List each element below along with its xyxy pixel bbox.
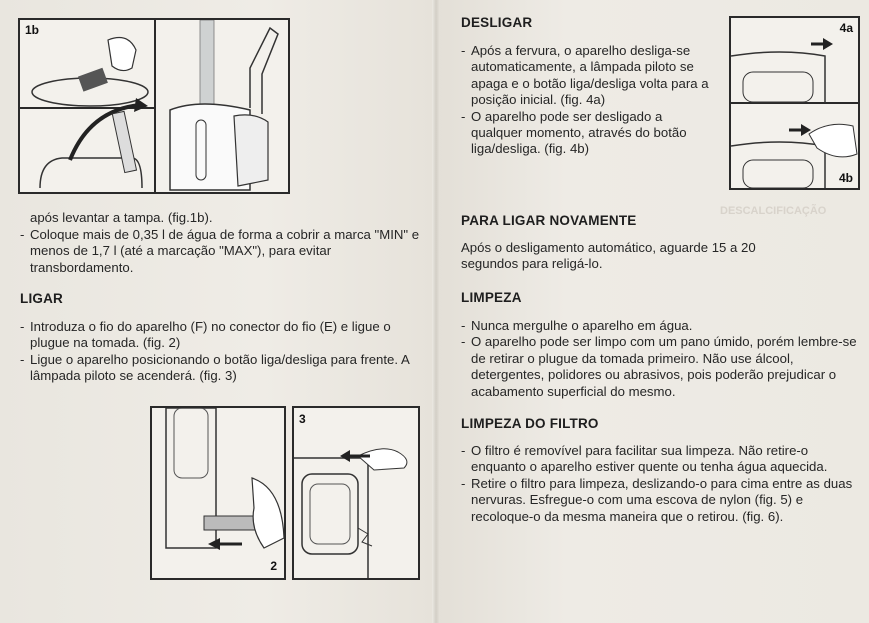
- plug-connector-illustration: [152, 408, 284, 578]
- desligar-item-1: Após a fervura, o aparelho desliga-se automaticamente, a lâmpada piloto se apaga e o botão liga/desliga volta para a posição inicial. (fig. 4a): [471, 43, 709, 108]
- kettle-lid-illustration: [20, 20, 288, 192]
- figure-1b-label: 1b: [25, 23, 40, 37]
- switch-off-illustration: [731, 18, 858, 188]
- intro-bullet: - Coloque mais de 0,35 l de água de forma a cobrir a marca "MIN" e menos de 1,7 l (até a marcação "MAX"), para evitar transbordamento.: [20, 227, 420, 275]
- figure-2: [150, 406, 286, 580]
- list-item: - Após a fervura, o aparelho desliga-se automaticamente, a lâmpada piloto se apaga e o botão liga/desliga volta para a posição inicial. (fig. 4a): [461, 43, 709, 108]
- limpeza-heading: LIMPEZA: [461, 290, 522, 305]
- figure-2-label: 2: [270, 559, 277, 573]
- page-fold: [432, 0, 440, 623]
- ligar-heading: LIGAR: [20, 291, 63, 306]
- intro-continued-text: após levantar a tampa. (fig.1b).: [30, 210, 213, 225]
- figure-1b: [18, 18, 290, 194]
- list-item: - O aparelho pode ser limpo com um pano úmido, porém lembre-se de retirar o plugue da tomada primeiro. Não use álcool, detergentes, polidores ou abrasivos, pois poderão prejudicar o acabamento superficial do mesmo.: [461, 334, 857, 399]
- limpeza-item-2: O aparelho pode ser limpo com um pano úmido, porém lembre-se de retirar o plugue da tomada primeiro. Não use álcool, detergentes, polidores ou abrasivos, pois poderão prejudicar o acabamento superficial do mesmo.: [471, 334, 857, 399]
- list-item: - Ligue o aparelho posicionando o botão liga/desliga para frente. A lâmpada piloto se acenderá. (fig. 3): [20, 351, 410, 384]
- limpeza-item-1: Nunca mergulhe o aparelho em água.: [471, 318, 693, 333]
- ligar-novamente-text: Após o desligamento automático, aguarde 15 a 20 segundos para religá-lo.: [461, 240, 756, 272]
- limpeza-list: [461, 318, 859, 400]
- list-item: - Introduza o fio do aparelho (F) no conector do fio (E) e ligue o plugue na tomada. (fig. 2): [20, 319, 391, 351]
- ligar-novamente-heading: PARA LIGAR NOVAMENTE: [461, 213, 637, 228]
- faint-bleed-heading: DESCALCIFICAÇÃO: [720, 205, 827, 217]
- ligar-item-2: Ligue o aparelho posicionando o botão liga/desliga para frente. A lâmpada piloto se acenderá. (fig. 3): [30, 351, 410, 384]
- figure-4: [729, 16, 860, 190]
- figure-4b-label: 4b: [838, 171, 853, 185]
- figure-3: [292, 406, 420, 580]
- intro-bullet-text: Coloque mais de 0,35 l de água de forma a cobrir a marca "MIN" e menos de 1,7 l (até a marcação "MAX"), para evitar transbordamento.: [30, 227, 420, 275]
- filtro-item-2: Retire o filtro para limpeza, deslizando-o para cima entre as duas nervuras. Esfregue-o com uma escova de nylon (fig. 5) e recoloque-o da mesma maneira que o retirou. (fig. 6).: [471, 475, 853, 524]
- list-item: - O filtro é removível para facilitar sua limpeza. Não retire-o enquanto o aparelho estiver quente ou tenha água aquecida.: [461, 443, 828, 475]
- figure-4a-label: 4a: [839, 21, 853, 35]
- desligar-list: [461, 43, 709, 158]
- list-item: - Retire o filtro para limpeza, deslizando-o para cima entre as duas nervuras. Esfregue-o com uma escova de nylon (fig. 5) e recoloque-o da mesma maneira que o retirou. (fig. 6).: [461, 475, 853, 524]
- filtro-item-1: O filtro é removível para facilitar sua limpeza. Não retire-o enquanto o aparelho estiver quente ou tenha água aquecida.: [471, 443, 828, 475]
- ligar-list: [20, 319, 420, 385]
- filtro-heading: LIMPEZA DO FILTRO: [461, 416, 599, 431]
- switch-on-illustration: [294, 408, 418, 578]
- filtro-list: [461, 443, 859, 525]
- desligar-item-2: O aparelho pode ser desligado a qualquer momento, através do botão liga/desliga. (fig. 4b): [471, 108, 687, 157]
- desligar-heading: DESLIGAR: [461, 15, 533, 30]
- list-item: - Nunca mergulhe o aparelho em água.: [461, 318, 693, 333]
- figure-3-label: 3: [299, 412, 306, 426]
- list-item: - O aparelho pode ser desligado a qualquer momento, através do botão liga/desliga. (fig. 4b): [461, 108, 687, 157]
- ligar-item-1: Introduza o fio do aparelho (F) no conector do fio (E) e ligue o plugue na tomada. (fig. 2): [30, 319, 391, 351]
